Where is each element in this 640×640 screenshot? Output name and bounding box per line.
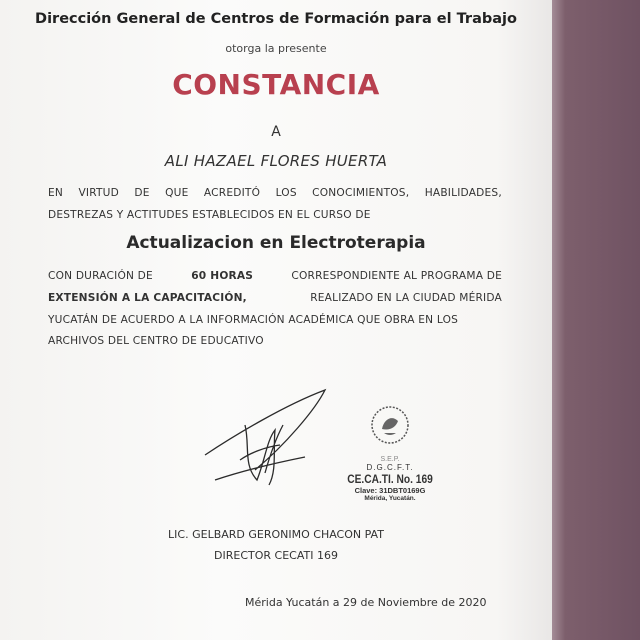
seal-center: CE.CA.TI. No. 169 — [347, 472, 433, 486]
body-line-5: YUCATÁN DE ACUERDO A LA INFORMACIÓN ACADÉMICA QUE OBRA EN LOS — [48, 314, 459, 326]
mexico-emblem-icon — [370, 405, 410, 445]
body-line-2: DESTREZAS Y ACTITUDES ESTABLECIDOS EN EL CURSO DE — [48, 209, 371, 221]
handwritten-signature — [195, 385, 335, 495]
signer-name: LIC. GELBARD GERONIMO CHACON PAT — [168, 528, 384, 541]
word: DE — [134, 187, 150, 199]
frame-border — [552, 0, 640, 640]
recipient-name: ALI HAZAEL FLORES HUERTA — [164, 152, 388, 170]
word: EN — [48, 187, 64, 199]
seal-city: Mérida, Yucatán. — [364, 495, 416, 502]
official-seal — [335, 405, 445, 502]
word: CONOCIMIENTOS, — [312, 187, 410, 199]
body-line-6: ARCHIVOS DEL CENTRO DE EDUCATIVO — [48, 335, 264, 347]
signer-role: DIRECTOR CECATI 169 — [214, 549, 338, 562]
duration-label: CON DURACIÓN DE — [48, 270, 153, 282]
seal-key: Clave: 31DBT0169G — [354, 486, 426, 495]
word: ACREDITÓ — [203, 187, 261, 199]
to-text: A — [271, 124, 281, 140]
institution-heading: Dirección General de Centros de Formación para el Trabajo — [35, 11, 517, 27]
program-label: CORRESPONDIENTE AL PROGRAMA DE — [291, 270, 502, 282]
word: QUE — [165, 187, 189, 199]
body-line-1 — [48, 187, 502, 199]
issue-date: Mérida Yucatán a 29 de Noviembre de 2020 — [245, 596, 487, 609]
body-line-3 — [48, 270, 502, 282]
grants-text: otorga la presente — [225, 42, 327, 55]
word: HABILIDADES, — [424, 187, 502, 199]
course-name: Actualizacion en Electroterapia — [126, 233, 426, 253]
certificate-title: CONSTANCIA — [172, 68, 380, 101]
hours-value: 60 HORAS — [191, 270, 254, 282]
seal-dept: D.G.C.F.T. — [366, 463, 414, 472]
body-line-4 — [48, 292, 502, 304]
location-text: REALIZADO EN LA CIUDAD MÉRIDA — [310, 292, 502, 304]
program-name: EXTENSIÓN A LA CAPACITACIÓN, — [48, 292, 247, 304]
seal-org: S.E.P. — [380, 456, 400, 463]
word: LOS — [275, 187, 297, 199]
word: VIRTUD — [78, 187, 119, 199]
